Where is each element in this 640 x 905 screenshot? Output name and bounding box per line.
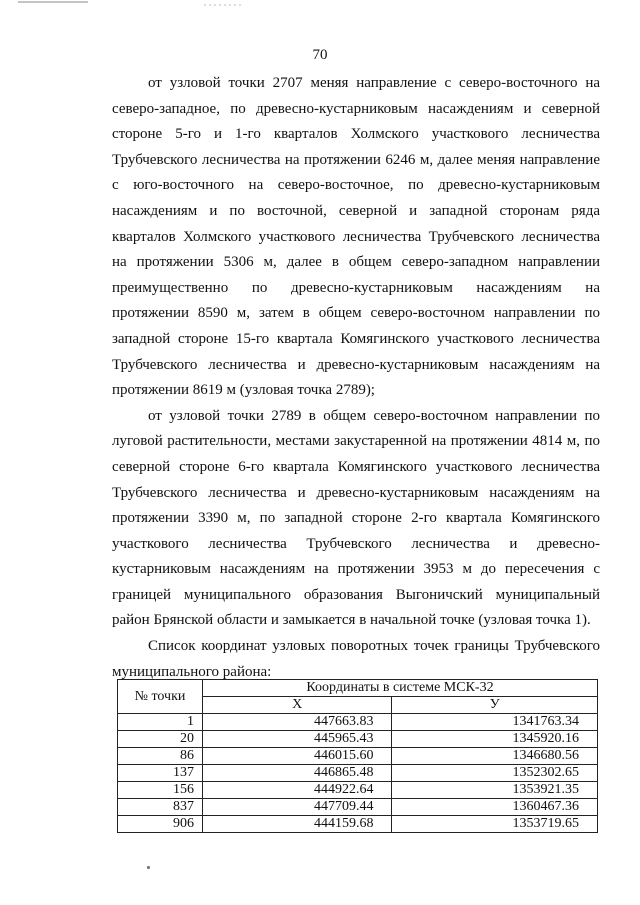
table-row (118, 748, 598, 765)
page-number: 70 (312, 47, 328, 63)
cell-point: 86 (118, 748, 203, 765)
cell-point: 906 (118, 816, 203, 833)
cell-y: 1341763.34 (392, 714, 598, 731)
cell-point: 156 (118, 782, 203, 799)
cell-x: 446015.60 (203, 748, 392, 765)
scan-edge-mark (0, 0, 640, 14)
cell-x: 447663.83 (203, 714, 392, 731)
table-row (118, 782, 598, 799)
cell-point: 837 (118, 799, 203, 816)
header-point-number: № точки (118, 680, 203, 714)
cell-y: 1346680.56 (392, 748, 598, 765)
paragraph-coordinates-intro: Список координат узловых поворотных точек границы Трубчевского муниципального района: (112, 638, 600, 680)
cell-y: 1353719.65 (392, 816, 598, 833)
table-row (118, 816, 598, 833)
cell-point: 20 (118, 731, 203, 748)
table-row (118, 765, 598, 782)
document-body (112, 71, 600, 685)
cell-point: 137 (118, 765, 203, 782)
cell-x: 444159.68 (203, 816, 392, 833)
cell-y: 1352302.65 (392, 765, 598, 782)
cell-x: 446865.48 (203, 765, 392, 782)
cell-y: 1353921.35 (392, 782, 598, 799)
header-x: X (203, 697, 392, 714)
table-header-row (118, 680, 598, 697)
table-row (118, 714, 598, 731)
paragraph-boundary-2789: от узловой точки 2789 в общем северо-восточном направлении по луговой растительности, местами закустаренной на протяжении 4814 м, по северной стороне 6-го квартала Комягинского участкового лесничества Трубчевского лесничества и древесно-кустарниковым насаждениям на протяжении 3390 м, по западной стороне 2-го квартала Комягинского участкового лесничества Трубчевского лесничества и древесно-кустарниковым насаждениям на протяжении 3953 м до пересечения с границей муниципального образования Выгоничский муниципальный район Брянской области и замыкается в начальной точке (узловая точка 1). (112, 407, 600, 629)
scan-speck (147, 866, 150, 869)
table-row (118, 731, 598, 748)
header-y: У (392, 697, 598, 714)
cell-y: 1345920.16 (392, 731, 598, 748)
cell-point: 1 (118, 714, 203, 731)
header-coordinate-system: Координаты в системе МСК-32 (203, 680, 598, 697)
coordinates-table (117, 679, 598, 833)
cell-x: 445965.43 (203, 731, 392, 748)
cell-x: 444922.64 (203, 782, 392, 799)
cell-x: 447709.44 (203, 799, 392, 816)
paragraph-boundary-2707: от узловой точки 2707 меняя направление с северо-восточного на северо-западное, по древесно-кустарниковым насаждениям и северной стороне 5-го и 1-го кварталов Холмского участкового лесничества Трубчевского лесничества на протяжении 6246 м, далее меняя направление с юго-восточного на северо-восточное, по древесно-кустарниковым насаждениям и по восточной, северной и западной сторонам ряда кварталов Холмского участкового лесничества Трубчевского лесничества на протяжении 5306 м, далее в общем северо-западном направлении преимущественно по древесно-кустарниковым насаждениям на протяжении 8590 м, затем в общем северо-восточном направлении по западной стороне 15-го квартала Комягинского участкового лесничества Трубчевского лесничества и древесно-кустарниковым насаждениям на протяжении 8619 м (узловая точка 2789); (112, 75, 600, 399)
cell-y: 1360467.36 (392, 799, 598, 816)
table-row (118, 799, 598, 816)
